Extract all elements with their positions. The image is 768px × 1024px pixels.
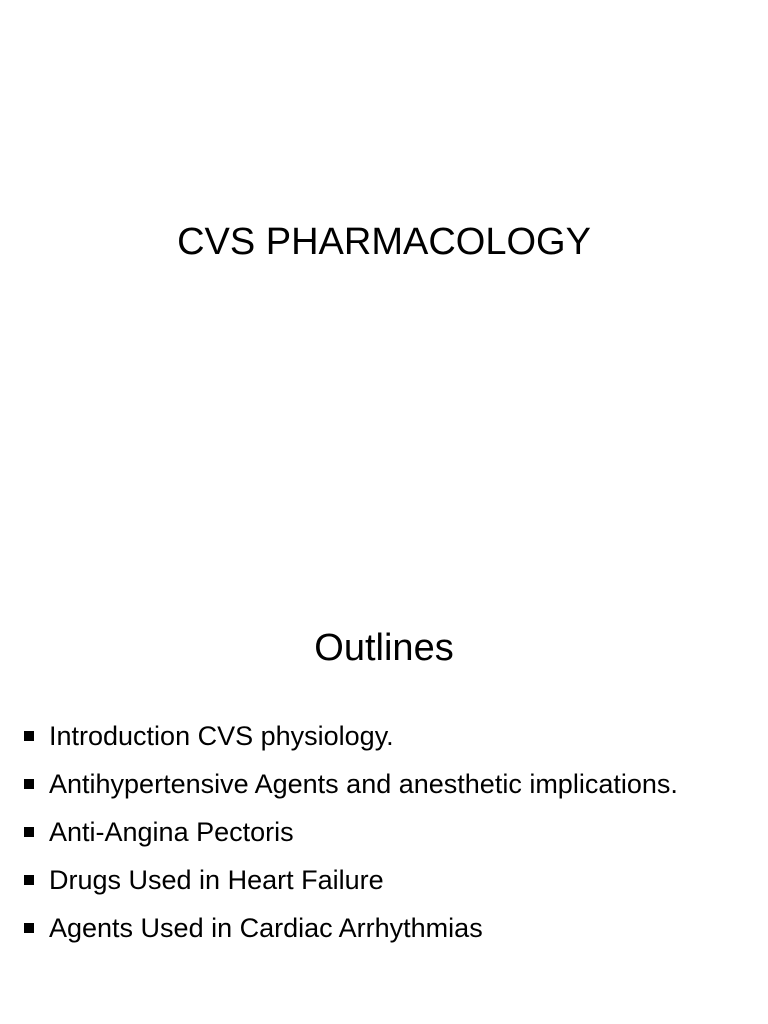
list-item-text: Introduction CVS physiology. xyxy=(49,721,394,751)
square-bullet-icon xyxy=(24,875,34,885)
list-item-text: Anti-Angina Pectoris xyxy=(49,817,294,847)
list-item xyxy=(0,860,768,901)
list-item xyxy=(0,812,768,853)
square-bullet-icon xyxy=(24,731,34,741)
square-bullet-icon xyxy=(24,827,34,837)
list-item-text: Antihypertensive Agents and anesthetic implications. xyxy=(49,769,678,799)
list-item-text: Drugs Used in Heart Failure xyxy=(49,865,384,895)
list-item xyxy=(0,764,768,805)
square-bullet-icon xyxy=(24,923,34,933)
slide-title: Outlines xyxy=(314,627,454,669)
list-item-text: Agents Used in Cardiac Arrhythmias xyxy=(49,913,483,943)
list-item xyxy=(0,908,768,949)
square-bullet-icon xyxy=(24,779,34,789)
outline-slide xyxy=(0,576,768,1024)
slide-title: CVS PHARMACOLOGY xyxy=(177,221,591,263)
outline-list xyxy=(0,716,768,956)
list-item xyxy=(0,716,768,757)
